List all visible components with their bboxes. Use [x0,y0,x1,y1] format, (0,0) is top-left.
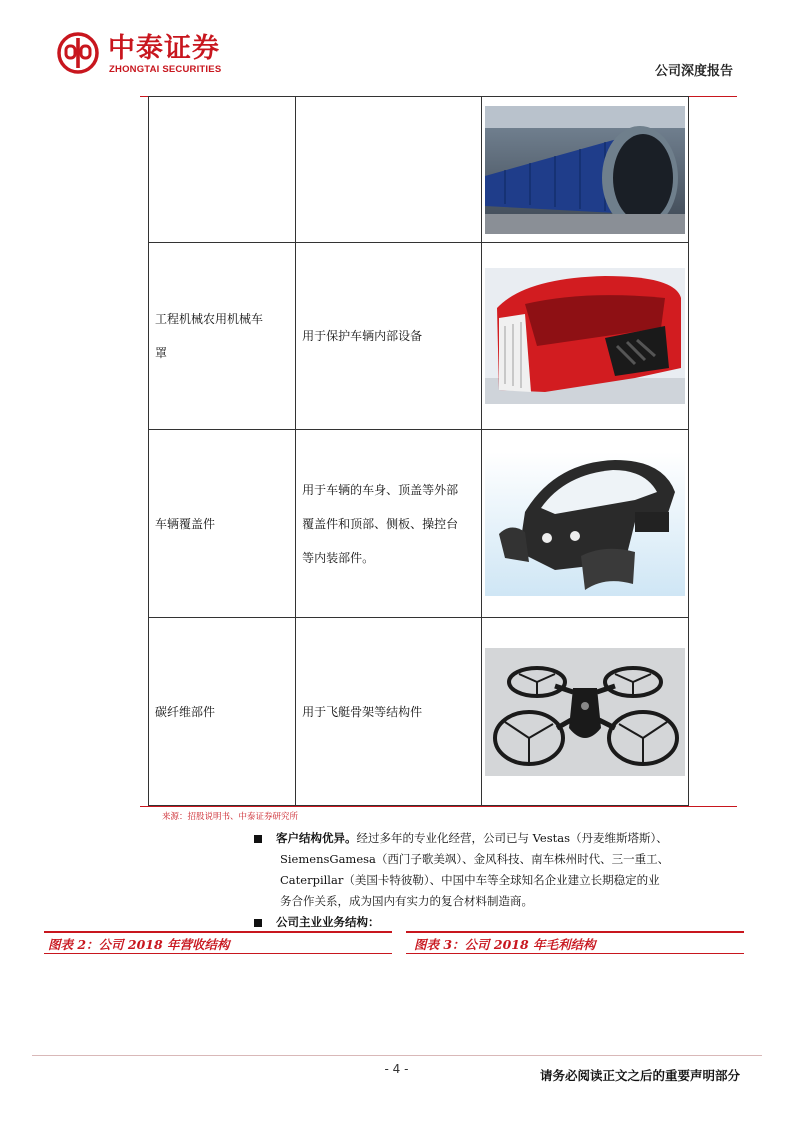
product-name-cell [149,97,296,243]
product-use-line: 用于飞艇骨架等结构件 [302,704,423,719]
table-row [149,97,689,243]
paragraph-text: SiemensGamesa（西门子歌美飒）、金风科技、南车株州时代、三一重工、 [280,852,670,866]
product-use-line: 等内装部件。 [302,550,375,565]
paragraph-text: Caterpillar（美国卡特彼勒）、中国中车等全球知名企业建立长期稳定的业 [280,873,660,887]
table-row [149,618,689,806]
logo-text-en: ZHONGTAI SECURITIES [109,64,222,75]
bullet-square-icon [254,835,262,843]
product-use-line: 用于保护车辆内部设备 [302,329,423,343]
product-use-cell [296,430,482,618]
report-type-label: 公司深度报告 [654,64,733,79]
product-use-line: 用于车辆的车身、顶盖等外部 [302,482,459,497]
red-vehicle-hood-photo-icon [485,268,685,404]
figure-3-caption: 图表 3：公司 2018 年毛利结构 [414,937,596,952]
paragraph-text: 务合作关系，成为国内有实力的复合材料制造商。 [280,894,533,908]
product-use-line: 覆盖件和顶部、侧板、操控台 [302,516,459,531]
product-image-cell [482,97,689,243]
carbon-drone-frame-photo-icon [485,648,685,776]
product-name-line: 车辆覆盖件 [155,516,216,531]
product-use-cell [296,97,482,243]
product-image-cell [482,430,689,618]
bullet-square-icon [254,919,262,927]
figure-3-top-rule [406,931,744,933]
paragraph-heading: 公司主业业务结构： [276,915,380,929]
footer-disclaimer: 请务必阅读正文之后的重要声明部分 [539,1068,740,1083]
figure-3-bottom-rule [406,953,744,954]
customer-structure-paragraph [254,828,740,933]
product-name-line: 碳纤维部件 [155,704,216,719]
table-source-note: 来源：招股说明书、中泰证券研究所 [162,812,299,822]
footer-divider [32,1055,762,1056]
product-name-cell [149,618,296,806]
figure-2-caption: 图表 2：公司 2018 年营收结构 [48,937,230,952]
product-name-cell [149,243,296,430]
product-table [148,96,689,806]
table-row [149,243,689,430]
product-use-cell [296,618,482,806]
product-name-cell [149,430,296,618]
logo-text-cn: 中泰证券 [108,33,220,64]
table-row [149,430,689,618]
table-bottom-divider [140,806,737,807]
product-name-line: 工程机械农用机械车 [155,312,264,326]
product-use-cell [296,243,482,430]
paragraph-text: 经过多年的专业化经营，公司已与 Vestas（丹麦维斯塔斯）、 [356,831,668,845]
figure-2-top-rule [44,931,392,933]
zhongtai-logo-icon [57,32,99,74]
page-number: - 4 - [384,1062,409,1076]
autoclave-tank-photo-icon [485,106,685,234]
car-body-shell-photo-icon [485,452,685,596]
product-image-cell [482,618,689,806]
product-image-cell [482,243,689,430]
figure-2-bottom-rule [44,953,392,954]
product-name-line: 罩 [155,346,168,360]
paragraph-heading: 客户结构优异。 [276,831,357,845]
